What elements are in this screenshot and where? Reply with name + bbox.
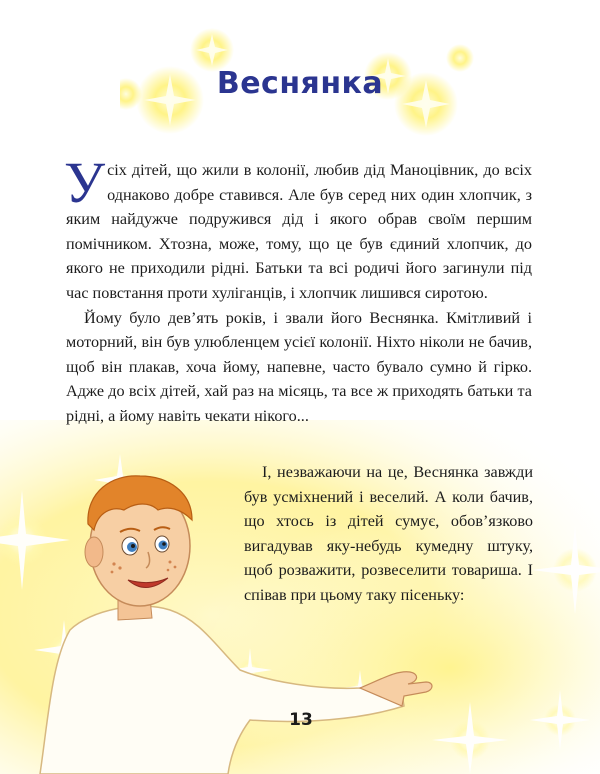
page-title: Веснянка: [216, 66, 384, 101]
paragraph-2: Йому було дев’ять років, і звали його Веснянка. Кмітливий і моторний, він був улюбленцем усієї колонії. Ніхто ніколи не бачив, щоб він плакав, хоча йому, напевне, часто бувало сумно й гірко. Адже до всіх дітей, хай раз на місяць, та все ж приходять батьки та рідні, а йому навіть чекати нікого...: [66, 308, 532, 425]
paragraph-3: І, незважаючи на це, Веснянка завжди був усміхнений і веселий. А коли бачив, що хтось із дітей сумує, обов’язково вигадував яку-небудь кумедну штуку, щоб розважити, розвеселити товариша. І співав при цьому таку пісеньку:: [244, 463, 533, 604]
text-block-main: [64, 150, 532, 429]
paragraph-1-text: сіх дітей, що жили в колонії, любив дід Маноцівник, до всіх однаково добре ставився. Але був серед них один хлопчик, з яким найдужче подружився дід і якого обрав своїм першим помічником. Хтозна, може, тому, що це був єдиний хлопчик, до якого не приходили рідні. Батьки та всі родичі його загинули під час повстання проти хуліганців, і хлопчик лишився сиротою.: [66, 161, 532, 302]
page-number: 13: [289, 710, 313, 730]
paragraph-1: [64, 150, 532, 306]
drop-cap: У: [64, 150, 106, 215]
text-block-side: [244, 460, 533, 608]
